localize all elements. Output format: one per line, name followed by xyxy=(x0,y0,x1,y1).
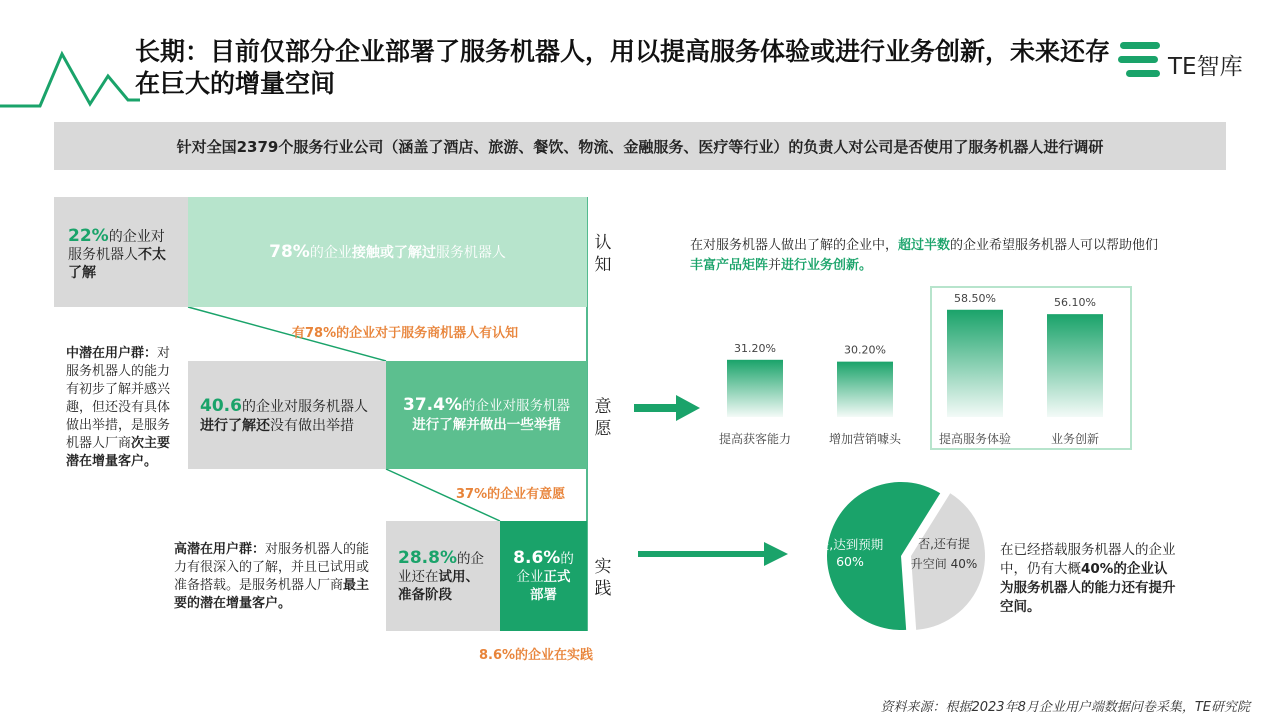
awareness-low-text1: 的企业对 xyxy=(108,229,165,245)
pie-note-text: 在已经搭载服务机器人的企业中，仍有大概 xyxy=(1000,542,1176,577)
practice-low-bold2: 准备阶段 xyxy=(398,587,452,603)
practice-high-pct: 8.6% xyxy=(513,548,561,568)
pie-label-no-2: 升空间 40% xyxy=(910,557,978,571)
mid-potential-note xyxy=(66,345,176,471)
bar-category-label: 提高获客能力 xyxy=(718,432,792,446)
source-note: 资料来源：根据2023年8月企业用户端数据问卷采集，TE研究院 xyxy=(880,700,1250,715)
practice-high-bold1: 正式 xyxy=(543,569,571,585)
bar xyxy=(947,310,1003,417)
practice-high-text1: 的 xyxy=(560,551,574,567)
bar-value-label: 58.50% xyxy=(954,291,996,305)
high-potential-bold: 最主要的潜在增量客户。 xyxy=(174,578,370,611)
bar xyxy=(727,360,783,417)
awareness-high-text1: 的企业 xyxy=(309,245,352,261)
stage-label-awareness: 认知 xyxy=(594,233,612,275)
page-title: 长期：目前仅部分企业部署了服务机器人，用以提高服务体验或进行业务创新，未来还存在巨大的增量空间 xyxy=(135,37,1111,98)
bar-intro-highlight3: 进行业务创新。 xyxy=(781,258,873,273)
bar xyxy=(1047,314,1103,417)
practice-low-bold1: 试用、 xyxy=(438,569,479,585)
pie-pct-yes: 60% xyxy=(836,554,864,569)
awareness-high-text2: 服务机器人 xyxy=(435,245,506,261)
bar-category-label: 增加营销噱头 xyxy=(828,432,902,446)
bar-intro-highlight2: 丰富产品矩阵 xyxy=(690,258,769,273)
awareness-low-text2: 服务机器人 xyxy=(68,247,138,263)
high-potential-text: 对服务机器人的能力有很深入的了解，并且已试用或准备搭载。是服务机器人厂商 xyxy=(174,542,370,593)
bar-category-label: 提高服务体验 xyxy=(938,432,1012,446)
awareness-low-bold: 不太 xyxy=(138,247,166,263)
awareness-low-pct: 22% xyxy=(68,226,109,246)
awareness-high-pct: 78% xyxy=(269,242,310,262)
pie-note xyxy=(1000,541,1178,617)
awareness-caption: 有78%的企业对于服务商机器人有认知 xyxy=(292,326,519,341)
intent-high-pct: 37.4% xyxy=(403,394,462,415)
awareness-low-text3: 了解 xyxy=(68,265,96,281)
awareness-low-box xyxy=(54,197,188,307)
pie-chart xyxy=(800,470,990,642)
mid-potential-title: 中潜在用户群： xyxy=(66,346,158,361)
awareness-high-box xyxy=(188,197,587,307)
practice-high-box xyxy=(500,521,587,631)
bar-value-label: 31.20% xyxy=(734,341,776,355)
bar-intro-highlight1: 超过半数 xyxy=(898,238,951,253)
bar-value-label: 56.10% xyxy=(1054,296,1096,310)
bar-category-label: 业务创新 xyxy=(1050,432,1100,446)
practice-low-pct: 28.8% xyxy=(398,548,457,568)
high-potential-title: 高潜在用户群： xyxy=(174,542,266,557)
bar-chart-intro xyxy=(690,236,1230,276)
pie-label-no: 否,还有提 xyxy=(918,537,970,551)
awareness-high-bold: 接触或了解过 xyxy=(351,245,436,261)
stage-label-intent: 意愿 xyxy=(594,397,612,439)
bar xyxy=(837,362,893,417)
survey-banner-text: 针对全国2379个服务行业公司（涵盖了酒店、旅游、餐饮、物流、金融服务、医疗等行业）的负责人对公司是否使用了服务机器人进行调研 xyxy=(176,137,1104,156)
practice-low-text1: 的企 xyxy=(456,551,484,567)
bar-intro-text3: 并 xyxy=(768,258,782,273)
bar-value-label: 30.20% xyxy=(844,343,886,357)
intent-high-text2: 进行了解并做出一些举措 xyxy=(412,416,561,433)
intent-high-text1: 的企业对服务机器 xyxy=(461,397,570,414)
practice-low-box xyxy=(386,521,500,631)
stage-label-practice: 实践 xyxy=(594,557,612,599)
arrow-right-icon-2 xyxy=(638,542,788,566)
mid-potential-text: 对服务机器人的能力有初步了解并感兴趣，但还没有具体做出举措，是服务机器人厂商 xyxy=(66,346,171,451)
bar-intro-text1: 在对服务机器人做出了解的企业中， xyxy=(690,238,899,253)
intent-low-text1: 的企业对服务机器人 xyxy=(241,399,368,415)
mid-potential-bold: 次主要潜在增量客户。 xyxy=(66,436,171,469)
practice-high-text2: 企业 xyxy=(516,569,544,585)
intent-low-pct: 40.6 xyxy=(200,396,242,416)
pie-note-bold: 40%的企业认为服务机器人的能力还有提升空间。 xyxy=(1000,561,1176,615)
practice-caption: 8.6%的企业在实践 xyxy=(479,648,594,663)
intent-caption: 37%的企业有意愿 xyxy=(456,487,566,502)
practice-high-bold2: 部署 xyxy=(530,587,557,603)
intent-low-text2: 没有做出举措 xyxy=(270,418,354,434)
bar-chart xyxy=(690,285,1150,455)
intent-high-box xyxy=(386,361,587,469)
intent-low-bold: 进行了解还 xyxy=(200,418,270,434)
practice-low-text2: 业还在 xyxy=(398,569,439,585)
brand-name: TE智库 xyxy=(1168,54,1243,80)
intent-low-box xyxy=(188,361,386,469)
pie-label-yes: 是,达到预期 xyxy=(816,537,884,552)
bar-intro-text2: 的企业希望服务机器人可以帮助他们 xyxy=(950,238,1159,253)
high-potential-note xyxy=(174,541,380,613)
